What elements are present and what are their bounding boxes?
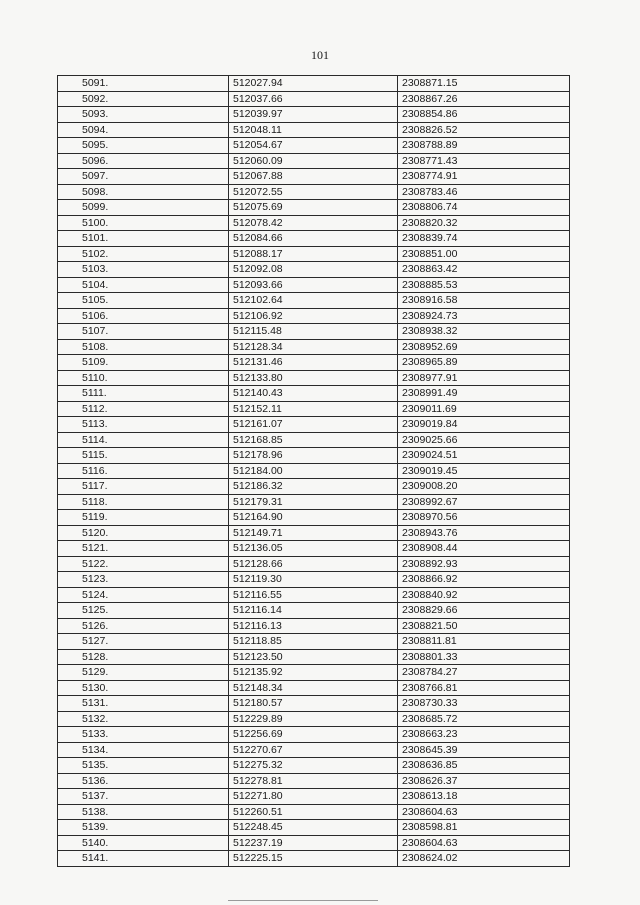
table-row (58, 572, 570, 588)
table-row (58, 773, 570, 789)
x-coordinate-cell: 512186.32 (229, 479, 398, 495)
point-number-cell: 5115. (58, 448, 229, 464)
table-row (58, 401, 570, 417)
y-coordinate-cell: 2308624.02 (398, 851, 570, 867)
x-coordinate-cell: 512168.85 (229, 432, 398, 448)
table-row (58, 76, 570, 92)
y-coordinate-cell: 2308613.18 (398, 789, 570, 805)
table-row (58, 556, 570, 572)
table-row (58, 432, 570, 448)
table-row (58, 742, 570, 758)
point-number-cell: 5124. (58, 587, 229, 603)
point-number-cell: 5105. (58, 293, 229, 309)
y-coordinate-cell: 2309025.66 (398, 432, 570, 448)
y-coordinate-cell: 2308965.89 (398, 355, 570, 371)
x-coordinate-cell: 512136.05 (229, 541, 398, 557)
x-coordinate-cell: 512133.80 (229, 370, 398, 386)
x-coordinate-cell: 512037.66 (229, 91, 398, 107)
x-coordinate-cell: 512164.90 (229, 510, 398, 526)
table-row (58, 711, 570, 727)
y-coordinate-cell: 2308788.89 (398, 138, 570, 154)
table-row (58, 541, 570, 557)
point-number-cell: 5138. (58, 804, 229, 820)
x-coordinate-cell: 512149.71 (229, 525, 398, 541)
table-row (58, 587, 570, 603)
y-coordinate-cell: 2309019.84 (398, 417, 570, 433)
x-coordinate-cell: 512135.92 (229, 665, 398, 681)
table-row (58, 603, 570, 619)
x-coordinate-cell: 512116.13 (229, 618, 398, 634)
coordinates-table-body (58, 76, 570, 867)
y-coordinate-cell: 2308598.81 (398, 820, 570, 836)
point-number-cell: 5131. (58, 696, 229, 712)
y-coordinate-cell: 2308811.81 (398, 634, 570, 650)
x-coordinate-cell: 512039.97 (229, 107, 398, 123)
point-number-cell: 5098. (58, 184, 229, 200)
x-coordinate-cell: 512229.89 (229, 711, 398, 727)
point-number-cell: 5141. (58, 851, 229, 867)
point-number-cell: 5099. (58, 200, 229, 216)
y-coordinate-cell: 2308645.39 (398, 742, 570, 758)
y-coordinate-cell: 2309024.51 (398, 448, 570, 464)
table-row (58, 324, 570, 340)
x-coordinate-cell: 512225.15 (229, 851, 398, 867)
y-coordinate-cell: 2308938.32 (398, 324, 570, 340)
y-coordinate-cell: 2308977.91 (398, 370, 570, 386)
y-coordinate-cell: 2308871.15 (398, 76, 570, 92)
y-coordinate-cell: 2308784.27 (398, 665, 570, 681)
table-row (58, 153, 570, 169)
point-number-cell: 5097. (58, 169, 229, 185)
point-number-cell: 5121. (58, 541, 229, 557)
x-coordinate-cell: 512119.30 (229, 572, 398, 588)
table-row (58, 262, 570, 278)
table-row (58, 804, 570, 820)
x-coordinate-cell: 512237.19 (229, 835, 398, 851)
y-coordinate-cell: 2309011.69 (398, 401, 570, 417)
y-coordinate-cell: 2308867.26 (398, 91, 570, 107)
table-row (58, 200, 570, 216)
point-number-cell: 5120. (58, 525, 229, 541)
point-number-cell: 5093. (58, 107, 229, 123)
point-number-cell: 5106. (58, 308, 229, 324)
x-coordinate-cell: 512179.31 (229, 494, 398, 510)
y-coordinate-cell: 2308685.72 (398, 711, 570, 727)
y-coordinate-cell: 2308801.33 (398, 649, 570, 665)
point-number-cell: 5135. (58, 758, 229, 774)
point-number-cell: 5130. (58, 680, 229, 696)
y-coordinate-cell: 2308730.33 (398, 696, 570, 712)
x-coordinate-cell: 512027.94 (229, 76, 398, 92)
table-row (58, 634, 570, 650)
x-coordinate-cell: 512178.96 (229, 448, 398, 464)
y-coordinate-cell: 2308943.76 (398, 525, 570, 541)
table-row (58, 386, 570, 402)
bottom-rule (228, 900, 378, 901)
table-row (58, 665, 570, 681)
x-coordinate-cell: 512048.11 (229, 122, 398, 138)
x-coordinate-cell: 512084.66 (229, 231, 398, 247)
table-row (58, 169, 570, 185)
table-row (58, 339, 570, 355)
x-coordinate-cell: 512248.45 (229, 820, 398, 836)
x-coordinate-cell: 512093.66 (229, 277, 398, 293)
x-coordinate-cell: 512054.67 (229, 138, 398, 154)
page-number: 101 (311, 48, 329, 62)
point-number-cell: 5101. (58, 231, 229, 247)
x-coordinate-cell: 512123.50 (229, 649, 398, 665)
x-coordinate-cell: 512140.43 (229, 386, 398, 402)
point-number-cell: 5107. (58, 324, 229, 340)
x-coordinate-cell: 512102.64 (229, 293, 398, 309)
x-coordinate-cell: 512067.88 (229, 169, 398, 185)
point-number-cell: 5116. (58, 463, 229, 479)
table-row (58, 510, 570, 526)
point-number-cell: 5117. (58, 479, 229, 495)
point-number-cell: 5110. (58, 370, 229, 386)
table-row (58, 277, 570, 293)
point-number-cell: 5132. (58, 711, 229, 727)
table-row (58, 835, 570, 851)
x-coordinate-cell: 512075.69 (229, 200, 398, 216)
x-coordinate-cell: 512128.66 (229, 556, 398, 572)
x-coordinate-cell: 512184.00 (229, 463, 398, 479)
table-row (58, 727, 570, 743)
table-row (58, 308, 570, 324)
point-number-cell: 5139. (58, 820, 229, 836)
point-number-cell: 5126. (58, 618, 229, 634)
point-number-cell: 5129. (58, 665, 229, 681)
y-coordinate-cell: 2308771.43 (398, 153, 570, 169)
y-coordinate-cell: 2308663.23 (398, 727, 570, 743)
table-row (58, 696, 570, 712)
x-coordinate-cell: 512115.48 (229, 324, 398, 340)
point-number-cell: 5102. (58, 246, 229, 262)
point-number-cell: 5134. (58, 742, 229, 758)
y-coordinate-cell: 2308885.53 (398, 277, 570, 293)
table-row (58, 138, 570, 154)
y-coordinate-cell: 2308839.74 (398, 231, 570, 247)
x-coordinate-cell: 512278.81 (229, 773, 398, 789)
y-coordinate-cell: 2308992.67 (398, 494, 570, 510)
y-coordinate-cell: 2308774.91 (398, 169, 570, 185)
table-row (58, 246, 570, 262)
x-coordinate-cell: 512116.14 (229, 603, 398, 619)
x-coordinate-cell: 512270.67 (229, 742, 398, 758)
table-row (58, 91, 570, 107)
x-coordinate-cell: 512275.32 (229, 758, 398, 774)
table-row (58, 370, 570, 386)
point-number-cell: 5127. (58, 634, 229, 650)
table-row (58, 107, 570, 123)
x-coordinate-cell: 512072.55 (229, 184, 398, 200)
point-number-cell: 5140. (58, 835, 229, 851)
y-coordinate-cell: 2308851.00 (398, 246, 570, 262)
coordinates-table (57, 75, 570, 867)
x-coordinate-cell: 512116.55 (229, 587, 398, 603)
x-coordinate-cell: 512180.57 (229, 696, 398, 712)
point-number-cell: 5122. (58, 556, 229, 572)
point-number-cell: 5123. (58, 572, 229, 588)
point-number-cell: 5100. (58, 215, 229, 231)
y-coordinate-cell: 2308863.42 (398, 262, 570, 278)
table-row (58, 293, 570, 309)
table-row (58, 618, 570, 634)
y-coordinate-cell: 2308626.37 (398, 773, 570, 789)
y-coordinate-cell: 2308604.63 (398, 835, 570, 851)
point-number-cell: 5103. (58, 262, 229, 278)
x-coordinate-cell: 512131.46 (229, 355, 398, 371)
y-coordinate-cell: 2308970.56 (398, 510, 570, 526)
table-row (58, 758, 570, 774)
point-number-cell: 5111. (58, 386, 229, 402)
y-coordinate-cell: 2308952.69 (398, 339, 570, 355)
point-number-cell: 5096. (58, 153, 229, 169)
point-number-cell: 5133. (58, 727, 229, 743)
table-row (58, 448, 570, 464)
y-coordinate-cell: 2308806.74 (398, 200, 570, 216)
x-coordinate-cell: 512256.69 (229, 727, 398, 743)
table-row (58, 649, 570, 665)
y-coordinate-cell: 2308916.58 (398, 293, 570, 309)
y-coordinate-cell: 2309019.45 (398, 463, 570, 479)
point-number-cell: 5137. (58, 789, 229, 805)
x-coordinate-cell: 512148.34 (229, 680, 398, 696)
table-row (58, 789, 570, 805)
point-number-cell: 5113. (58, 417, 229, 433)
x-coordinate-cell: 512152.11 (229, 401, 398, 417)
point-number-cell: 5112. (58, 401, 229, 417)
table-row (58, 525, 570, 541)
x-coordinate-cell: 512078.42 (229, 215, 398, 231)
x-coordinate-cell: 512060.09 (229, 153, 398, 169)
x-coordinate-cell: 512106.92 (229, 308, 398, 324)
point-number-cell: 5109. (58, 355, 229, 371)
y-coordinate-cell: 2308866.92 (398, 572, 570, 588)
table-row (58, 184, 570, 200)
y-coordinate-cell: 2308821.50 (398, 618, 570, 634)
point-number-cell: 5118. (58, 494, 229, 510)
table-row (58, 215, 570, 231)
y-coordinate-cell: 2308991.49 (398, 386, 570, 402)
point-number-cell: 5119. (58, 510, 229, 526)
point-number-cell: 5125. (58, 603, 229, 619)
y-coordinate-cell: 2308826.52 (398, 122, 570, 138)
y-coordinate-cell: 2308636.85 (398, 758, 570, 774)
y-coordinate-cell: 2308604.63 (398, 804, 570, 820)
point-number-cell: 5095. (58, 138, 229, 154)
point-number-cell: 5114. (58, 432, 229, 448)
point-number-cell: 5091. (58, 76, 229, 92)
point-number-cell: 5136. (58, 773, 229, 789)
x-coordinate-cell: 512260.51 (229, 804, 398, 820)
y-coordinate-cell: 2308766.81 (398, 680, 570, 696)
x-coordinate-cell: 512161.07 (229, 417, 398, 433)
y-coordinate-cell: 2308783.46 (398, 184, 570, 200)
table-row (58, 463, 570, 479)
table-row (58, 680, 570, 696)
point-number-cell: 5094. (58, 122, 229, 138)
y-coordinate-cell: 2308892.93 (398, 556, 570, 572)
point-number-cell: 5092. (58, 91, 229, 107)
table-row (58, 820, 570, 836)
x-coordinate-cell: 512128.34 (229, 339, 398, 355)
y-coordinate-cell: 2308854.86 (398, 107, 570, 123)
y-coordinate-cell: 2308820.32 (398, 215, 570, 231)
y-coordinate-cell: 2308829.66 (398, 603, 570, 619)
x-coordinate-cell: 512092.08 (229, 262, 398, 278)
table-row (58, 494, 570, 510)
x-coordinate-cell: 512271.80 (229, 789, 398, 805)
y-coordinate-cell: 2309008.20 (398, 479, 570, 495)
table-row (58, 851, 570, 867)
table-row (58, 355, 570, 371)
x-coordinate-cell: 512088.17 (229, 246, 398, 262)
y-coordinate-cell: 2308840.92 (398, 587, 570, 603)
x-coordinate-cell: 512118.85 (229, 634, 398, 650)
table-row (58, 122, 570, 138)
table-row (58, 479, 570, 495)
table-row (58, 231, 570, 247)
table-row (58, 417, 570, 433)
point-number-cell: 5108. (58, 339, 229, 355)
y-coordinate-cell: 2308908.44 (398, 541, 570, 557)
point-number-cell: 5128. (58, 649, 229, 665)
y-coordinate-cell: 2308924.73 (398, 308, 570, 324)
point-number-cell: 5104. (58, 277, 229, 293)
